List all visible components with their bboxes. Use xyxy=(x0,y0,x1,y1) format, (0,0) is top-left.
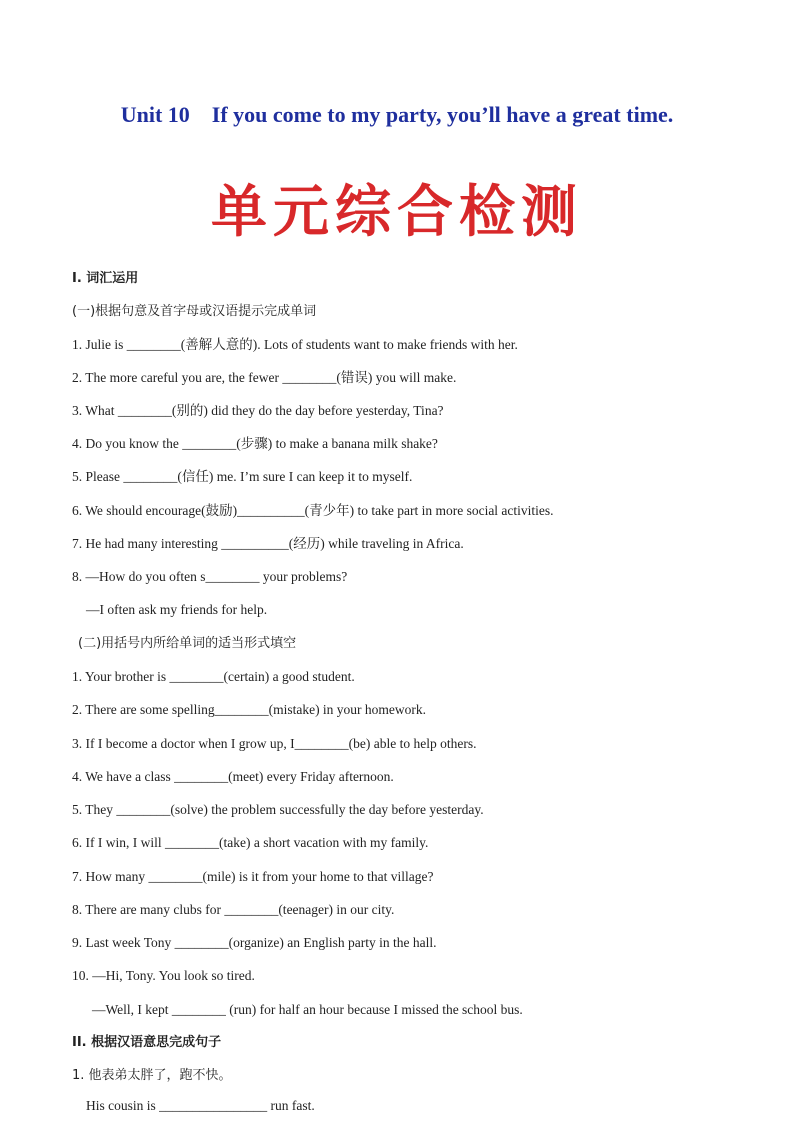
part-1-heading: (一)根据句意及首字母或汉语提示完成单词 xyxy=(72,304,317,319)
question-item: 5. Please ________(信任) me. I’m sure I can keep it to myself. xyxy=(72,469,413,484)
question-item: 5. They ________(solve) the problem successfully the day before yesterday. xyxy=(72,802,484,817)
question-item: 2. There are some spelling________(mistake) in your homework. xyxy=(72,702,427,717)
unit-test-banner: 单元综合检测 xyxy=(211,180,583,245)
question-answer-line: —I often ask my friends for help. xyxy=(86,602,268,617)
question-item: 3. What ________(别的) did they do the day before yesterday, Tina? xyxy=(72,403,444,418)
question-item: 7. He had many interesting __________(经历) while traveling in Africa. xyxy=(72,536,464,551)
question-item: 7. How many ________(mile) is it from your home to that village? xyxy=(72,869,434,884)
question-item: 1. Julie is ________(善解人意的). Lots of students want to make friends with her. xyxy=(72,337,518,352)
section-2-heading: II. 根据汉语意思完成句子 xyxy=(72,1035,222,1050)
question-item: 4. We have a class ________(meet) every Friday afternoon. xyxy=(72,769,394,784)
question-item: 6. If I win, I will ________(take) a short vacation with my family. xyxy=(72,835,429,850)
question-item: 2. The more careful you are, the fewer ________(错误) you will make. xyxy=(72,370,457,385)
question-item: 8. There are many clubs for ________(teenager) in our city. xyxy=(72,902,395,917)
question-item: His cousin is ________________ run fast. xyxy=(86,1098,315,1113)
document-title: Unit 10 If you come to my party, you’ll have a great time. xyxy=(120,102,674,127)
question-answer-line: —Well, I kept ________ (run) for half an hour because I missed the school bus. xyxy=(92,1002,523,1017)
question-item: 8. —How do you often s________ your problems? xyxy=(72,569,348,584)
question-item: 10. —Hi, Tony. You look so tired. xyxy=(72,968,255,983)
question-item: 9. Last week Tony ________(organize) an English party in the hall. xyxy=(72,935,437,950)
question-item: 1. Your brother is ________(certain) a good student. xyxy=(72,669,355,684)
question-item: 1. 他表弟太胖了，跑不快。 xyxy=(72,1068,232,1083)
section-1-heading: I. 词汇运用 xyxy=(72,271,139,286)
question-item: 3. If I become a doctor when I grow up, I________(be) able to help others. xyxy=(72,736,477,751)
question-item: 6. We should encourage(鼓励)__________(青少年) to take part in more social activities. xyxy=(72,503,554,518)
part-2-heading: (二)用括号内所给单词的适当形式填空 xyxy=(78,636,297,651)
question-item: 4. Do you know the ________(步骤) to make a banana milk shake? xyxy=(72,436,438,451)
